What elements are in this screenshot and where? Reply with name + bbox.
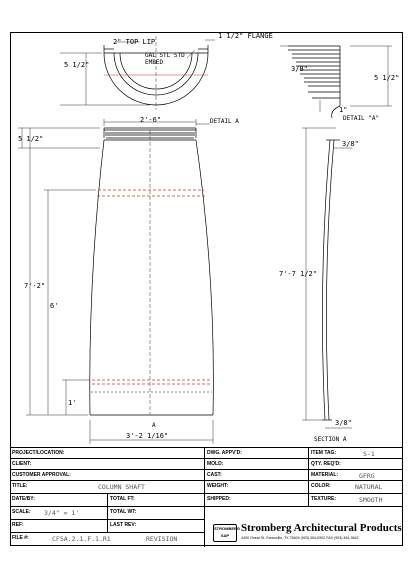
material-cell: MATERIAL: GFRG: [309, 470, 403, 481]
texture-value: SMOOTH: [359, 496, 383, 504]
top-width-dim: 2'-6": [140, 116, 162, 124]
client-cell: CLIENT:: [10, 459, 205, 470]
title-value: COLUMN SHAFT: [98, 483, 145, 491]
base-height-dim: 1': [68, 399, 77, 407]
section-marker: A: [152, 422, 156, 429]
date-by-cell: DATE/BY:: [10, 494, 108, 507]
weight-cell: WEIGHT:: [205, 481, 309, 494]
last-rev-cell: LAST REV:: [108, 520, 205, 533]
total-wt-cell: TOTAL WT:: [108, 507, 205, 520]
section-overall-dim: 7'-7 1/2": [279, 270, 317, 278]
shipped-cell: SHIPPED:: [205, 494, 309, 507]
project-location-cell: PROJECT/LOCATION:: [10, 448, 205, 459]
company-logo-block: [205, 518, 403, 547]
embed-note-line2: EMBED: [145, 59, 164, 66]
top-view-height-dim: 5 1/2": [64, 61, 90, 69]
flange-dim: 1 1/2" FLANGE: [218, 32, 273, 40]
material-value: GFRG: [359, 472, 375, 480]
dwg-appvd-cell: DWG. APPV'D:: [205, 448, 309, 459]
middle-height-dim: 6': [50, 302, 59, 310]
qty-reqd-cell: QTY. REQ'D:: [309, 459, 403, 470]
section-a-label: SECTION A: [314, 436, 347, 443]
top-lip-dim: 2" TOP LIP: [113, 38, 156, 46]
overall-height-dim: 7'-2": [24, 282, 46, 290]
detail-a-callout: DETAIL A: [210, 118, 239, 125]
texture-cell: TEXTURE: SMOOTH: [309, 494, 403, 507]
item-tag-value: S-1: [363, 450, 375, 458]
shaft-left-edge: [90, 140, 104, 415]
cap-height-dim: 5 1/2": [18, 135, 44, 143]
file-cell: FILE #: CFSA.2.1.F.1.R1 REVISION: [10, 533, 205, 547]
detail-3-8-dim: 3/8": [291, 65, 308, 73]
color-value: NATURAL: [355, 483, 383, 491]
customer-approval-cell: CUSTOMER APPROVAL:: [10, 470, 205, 481]
title-block: [10, 447, 403, 546]
company-logo-mark: STROMBERG SAP: [213, 524, 237, 542]
cast-cell: CAST:: [205, 470, 309, 481]
section-a-profile-left: [322, 140, 330, 420]
revision-value: REVISION: [146, 535, 178, 543]
color-cell: COLOR: NATURAL: [309, 481, 403, 494]
company-name: Stromberg Architectural Products: [241, 522, 402, 534]
company-address: 4400 Oneal St. Greenville, TX 75404 (903) 454-0902 FAX (903) 454-3642: [241, 536, 359, 540]
detail-5-1-2-dim: 5 1/2": [374, 74, 400, 82]
shaft-right-edge: [196, 140, 213, 415]
bottom-width-dim: 3'-2 1/16": [126, 432, 169, 440]
section-3-8-dim-bottom: 3/8": [335, 419, 352, 427]
scale-value: 3/4" = 1': [44, 509, 80, 517]
file-value: CFSA.2.1.F.1.R1: [52, 535, 111, 543]
total-ft-cell: TOTAL FT:: [108, 494, 205, 507]
title-cell: TITLE: COLUMN SHAFT: [10, 481, 205, 494]
scale-cell: SCALE: 3/4" = 1': [10, 507, 108, 520]
ref-cell: REF:: [10, 520, 108, 533]
section-3-8-dim-top: 3/8": [342, 140, 359, 148]
item-tag-cell: ITEM TAG: S-1: [309, 448, 403, 459]
section-a-profile-right: [326, 140, 334, 420]
embed-note-line1: GAL STL STD: [145, 52, 185, 59]
mold-cell: MOLD:: [205, 459, 309, 470]
detail-a-label: DETAIL "A": [343, 115, 380, 122]
detail-1-dim: 1": [339, 106, 348, 114]
